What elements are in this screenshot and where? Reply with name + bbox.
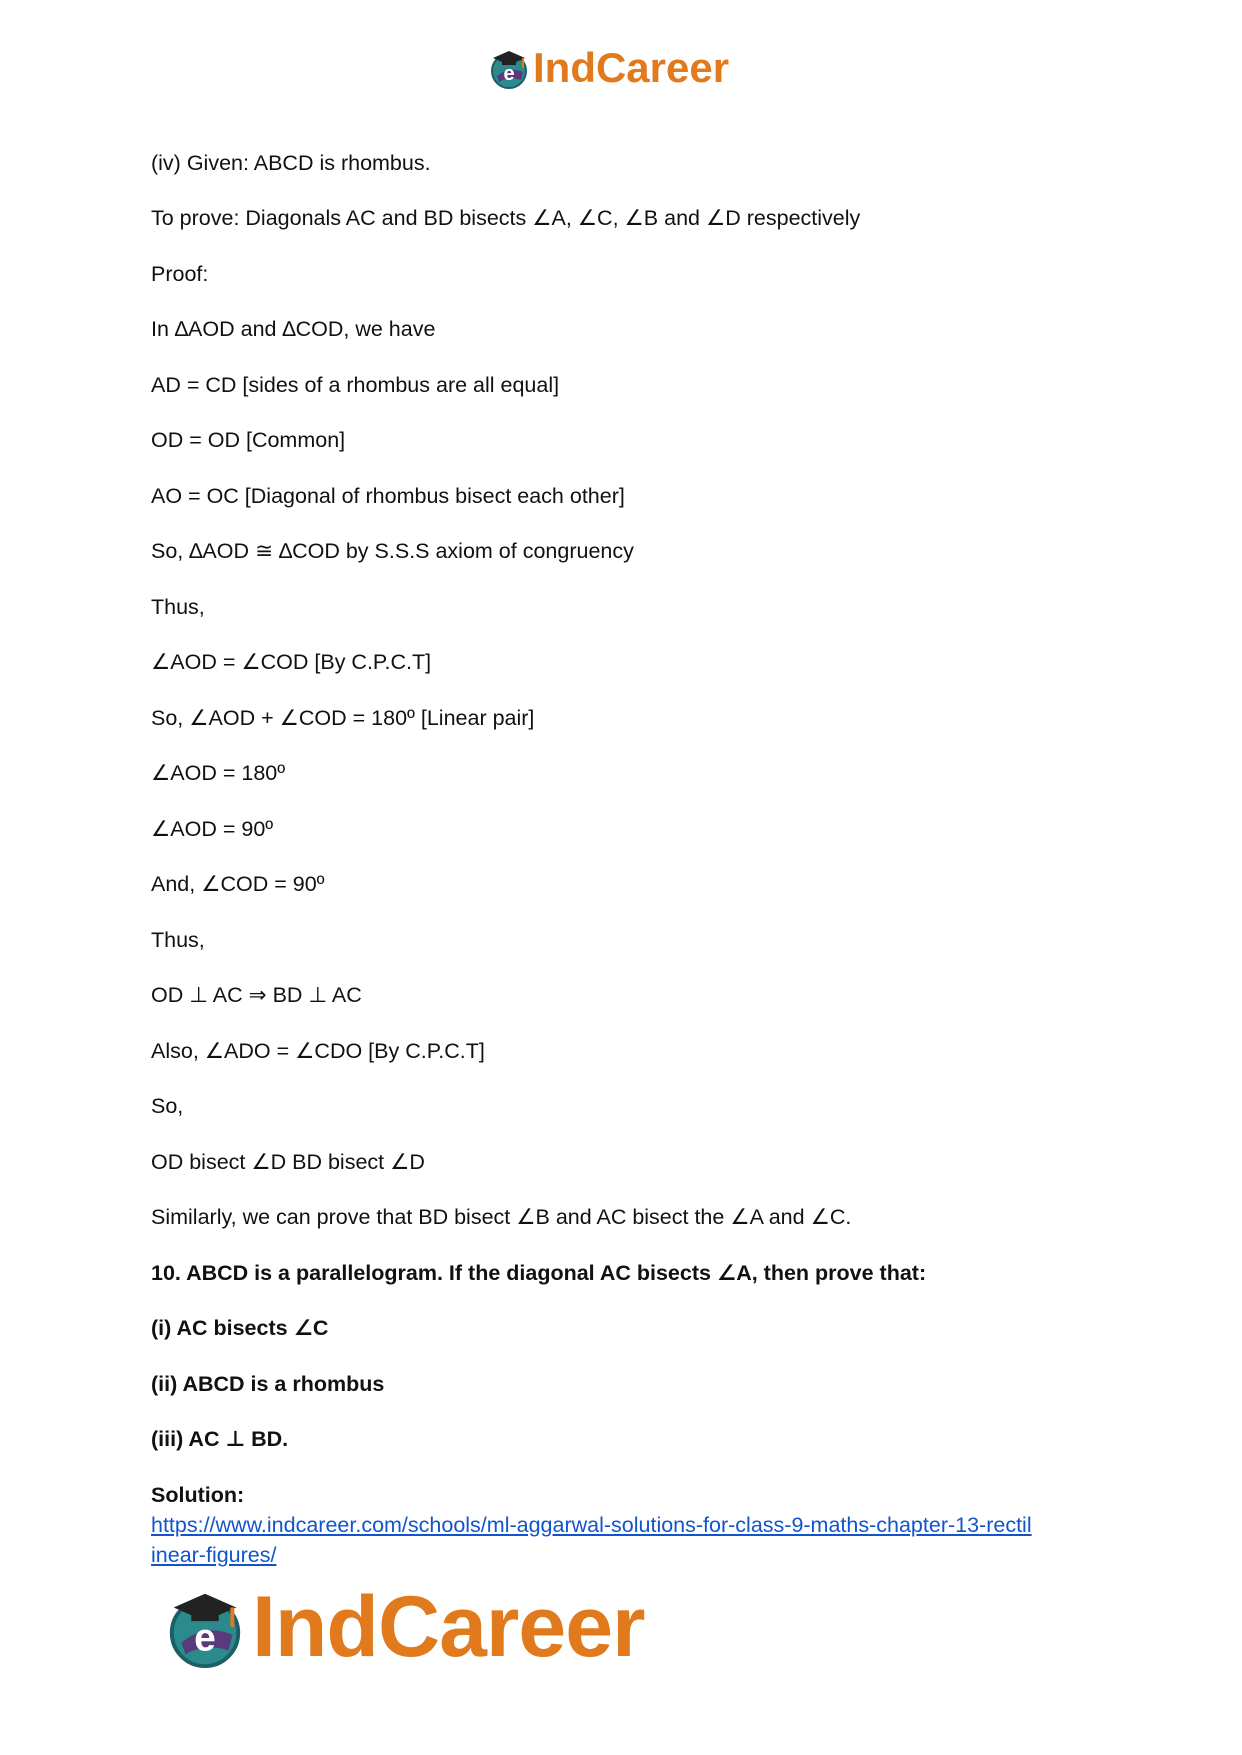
footer-logo-text: IndCareer bbox=[252, 1578, 645, 1675]
text-line: Thus, bbox=[151, 595, 205, 619]
solution-link-line-1[interactable] bbox=[151, 1512, 1032, 1538]
text-line: OD ⊥ AC ⇒ BD ⊥ AC bbox=[151, 983, 362, 1007]
question-part: (i) AC bisects ∠C bbox=[151, 1316, 329, 1340]
question-part: (ii) ABCD is a rhombus bbox=[151, 1372, 385, 1396]
solution-link[interactable]: https://www.indcareer.com/schools/ml-aggarwal-solutions-for-class-9-maths-chapter-13-rectil bbox=[151, 1513, 1032, 1537]
text-line: Similarly, we can prove that BD bisect ∠B and AC bisect the ∠A and ∠C. bbox=[151, 1205, 852, 1229]
solution-label: Solution: bbox=[151, 1483, 245, 1507]
text-line: ∠AOD = ∠COD [By C.P.C.T] bbox=[151, 650, 432, 674]
svg-text:e: e bbox=[194, 1616, 216, 1660]
solution-link-line-2[interactable] bbox=[151, 1542, 276, 1568]
question-part: (iii) AC ⊥ BD. bbox=[151, 1427, 289, 1451]
text-line: So, ∠AOD + ∠COD = 180º [Linear pair] bbox=[151, 706, 535, 730]
text-line: AD = CD [sides of a rhombus are all equal] bbox=[151, 373, 560, 397]
text-line: So, ∆AOD ≅ ∆COD by S.S.S axiom of congruency bbox=[151, 539, 634, 563]
text-line: (iv) Given: ABCD is rhombus. bbox=[151, 151, 431, 175]
question-title: 10. ABCD is a parallelogram. If the diagonal AC bisects ∠A, then prove that: bbox=[151, 1261, 927, 1285]
text-line: So, bbox=[151, 1094, 184, 1118]
header-logo-text: IndCareer bbox=[533, 44, 730, 91]
text-line: OD bisect ∠D BD bisect ∠D bbox=[151, 1150, 425, 1174]
text-line: Proof: bbox=[151, 262, 209, 286]
text-line: Thus, bbox=[151, 928, 205, 952]
graduation-globe-icon bbox=[162, 1584, 248, 1670]
text-line: And, ∠COD = 90º bbox=[151, 872, 325, 896]
text-line: OD = OD [Common] bbox=[151, 428, 346, 452]
text-line: ∠AOD = 180º bbox=[151, 761, 286, 785]
solution-link-continued[interactable]: inear-figures/ bbox=[151, 1543, 277, 1567]
text-line: AO = OC [Diagonal of rhombus bisect each other] bbox=[151, 484, 625, 508]
text-line: To prove: Diagonals AC and BD bisects ∠A, ∠C, ∠B and ∠D respectively bbox=[151, 206, 861, 230]
footer-logo bbox=[162, 1578, 645, 1675]
text-line: ∠AOD = 90º bbox=[151, 817, 274, 841]
graduation-globe-icon bbox=[487, 46, 531, 90]
text-line: In ∆AOD and ∆COD, we have bbox=[151, 317, 436, 341]
header-logo bbox=[487, 42, 729, 94]
text-line: Also, ∠ADO = ∠CDO [By C.P.C.T] bbox=[151, 1039, 485, 1063]
svg-text:e: e bbox=[503, 63, 515, 85]
